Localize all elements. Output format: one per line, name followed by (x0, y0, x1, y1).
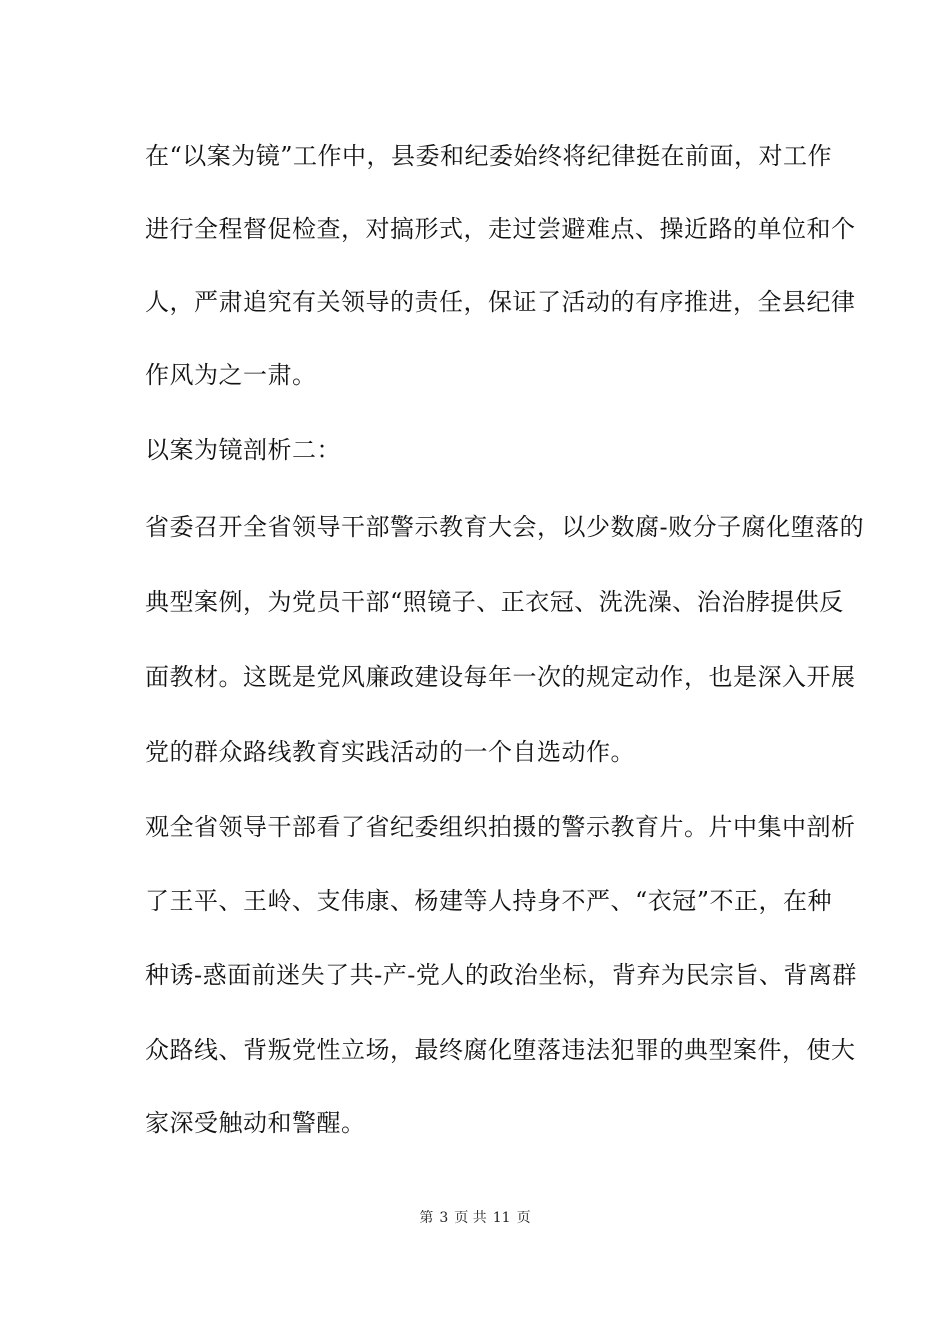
text-line-6: 省委召开全省领导干部警示教育大会，以少数腐-败分子腐化堕落的 (145, 513, 865, 541)
text-line-2: 进行全程督促检查，对搞形式，走过尝避难点、操近路的单位和个 (145, 215, 856, 243)
footer-middle: 页 共 (454, 1210, 487, 1226)
text-line-13: 众路线、背叛党性立场，最终腐化堕落违法犯罪的典型案件，使大 (145, 1036, 856, 1064)
text-line-3: 人，严肃追究有关领导的责任，保证了活动的有序推进，全县纪律 (145, 288, 856, 316)
text-line-14: 家深受触动和警醒。 (145, 1109, 366, 1137)
text-line-1: 在“以案为镜”工作中，县委和纪委始终将纪律挺在前面，对工作 (145, 142, 833, 170)
text-line-11: 了王平、王岭、支伟康、杨建等人持身不严、“衣冠”不正，在种 (145, 887, 833, 915)
text-line-10: 观全省领导干部看了省纪委组织拍摄的警示教育片。片中集中剖析 (145, 813, 856, 841)
footer-total-pages: 11 (492, 1210, 511, 1226)
footer-current-page: 3 (439, 1210, 449, 1226)
page-footer (0, 1208, 950, 1228)
text-line-9: 党的群众路线教育实践活动的一个自选动作。 (145, 738, 635, 766)
section-heading: 以案为镜剖析二： (145, 436, 341, 464)
text-line-4: 作风为之一肃。 (145, 361, 317, 389)
footer-suffix: 页 (516, 1210, 531, 1226)
text-line-7: 典型案例，为党员干部“照镜子、正衣冠、洗洗澡、治治脖提供反 (145, 588, 844, 616)
footer-prefix: 第 (419, 1210, 434, 1226)
text-line-12: 种诱-惑面前迷失了共-产-党人的政治坐标，背弃为民宗旨、背离群 (145, 961, 857, 989)
text-line-8: 面教材。这既是党风廉政建设每年一次的规定动作，也是深入开展 (145, 663, 856, 691)
